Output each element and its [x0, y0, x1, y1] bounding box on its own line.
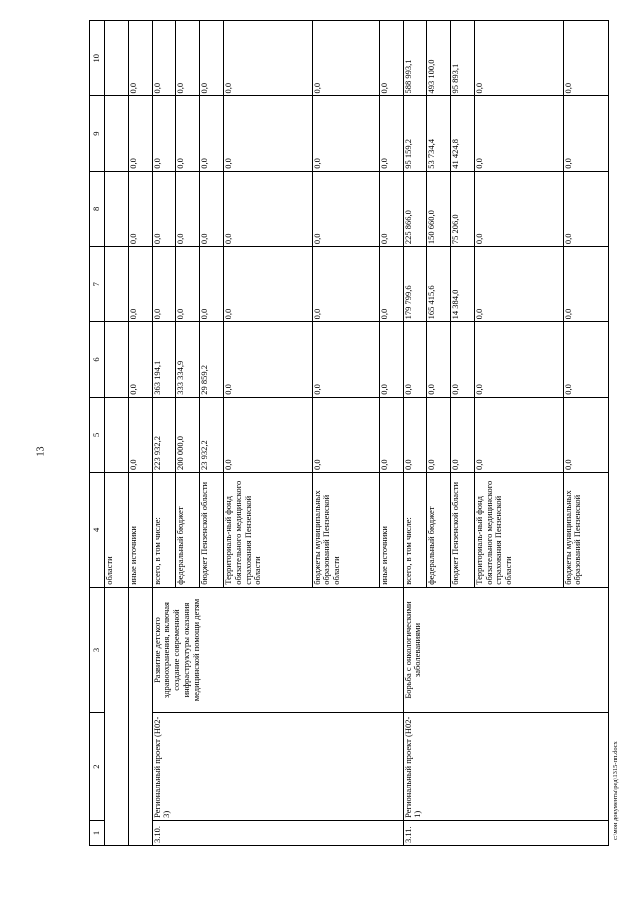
amount-cell: 0,0 [379, 247, 403, 322]
amount-cell: 0,0 [474, 21, 563, 96]
amount-cell: 0,0 [176, 247, 200, 322]
amount-cell: 0,0 [152, 96, 176, 171]
amount-cell: 0,0 [312, 397, 379, 472]
amount-cell: 0,0 [427, 397, 451, 472]
amount-cell: 0,0 [152, 21, 176, 96]
table-cell [128, 587, 152, 845]
column-header-9: 9 [90, 96, 105, 171]
amount-cell: 23 932,2 [200, 397, 224, 472]
amount-cell: 0,0 [200, 171, 224, 246]
amount-cell: 150 660,0 [427, 171, 451, 246]
amount-cell: 0,0 [176, 96, 200, 171]
amount-cell: 0,0 [403, 322, 427, 397]
amount-cell: 0,0 [451, 397, 475, 472]
amount-cell: 333 334,9 [176, 322, 200, 397]
amount-cell: 0,0 [427, 322, 451, 397]
table-body [90, 21, 609, 846]
table-header-row [90, 21, 105, 846]
amount-cell: 0,0 [474, 322, 563, 397]
amount-cell: 0,0 [379, 21, 403, 96]
amount-cell: 0,0 [563, 21, 608, 96]
amount-cell: 0,0 [128, 21, 152, 96]
amount-cell: 41 424,8 [451, 96, 475, 171]
table-row [403, 21, 427, 846]
amount-cell: 0,0 [128, 322, 152, 397]
amount-cell: 53 734,4 [427, 96, 451, 171]
column-header-8: 8 [90, 171, 105, 246]
amount-cell: 0,0 [403, 397, 427, 472]
amount-cell: 14 384,0 [451, 247, 475, 322]
funding-source-cell: иные источники [379, 473, 403, 588]
project-cell: Региональный проект (Н02-1) [403, 713, 609, 821]
amount-cell: 0,0 [474, 247, 563, 322]
amount-cell: 0,0 [379, 322, 403, 397]
amount-cell: 223 932,2 [152, 397, 176, 472]
amount-cell: 0,0 [379, 397, 403, 472]
amount-cell: 0,0 [312, 171, 379, 246]
funding-source-cell: бюджеты муниципальных образований Пензенской области [312, 473, 379, 588]
amount-cell: 225 866,0 [403, 171, 427, 246]
funding-source-cell: всего, в том числе: [403, 473, 427, 588]
amount-cell: 0,0 [312, 96, 379, 171]
amount-cell: 95 159,2 [403, 96, 427, 171]
amount-cell: 0,0 [224, 171, 313, 246]
amount-cell: 588 993,1 [403, 21, 427, 96]
funding-source-cell: области [105, 473, 129, 588]
amount-cell: 0,0 [474, 96, 563, 171]
amount-cell: 0,0 [224, 96, 313, 171]
amount-cell: 200 000,0 [176, 397, 200, 472]
funding-source-cell: бюджет Пензенской области [451, 473, 475, 588]
amount-cell: 0,0 [200, 96, 224, 171]
amount-cell: 0,0 [563, 171, 608, 246]
event-cell: Развитие детского здравоохранения, включая создание современной инфраструктуры оказания медицинской помощи детям [152, 587, 403, 713]
event-cell: Борьба с онкологическими заболеваниями [403, 587, 609, 713]
amount-cell: 0,0 [200, 247, 224, 322]
amount-cell: 179 799,6 [403, 247, 427, 322]
amount-cell: 0,0 [224, 397, 313, 472]
amount-cell: 0,0 [176, 21, 200, 96]
column-header-3: 3 [90, 587, 105, 713]
funding-source-cell: бюджет Пензенской области [200, 473, 224, 588]
funding-source-cell: бюджеты муниципальных образований Пензенской [563, 473, 608, 588]
amount-cell: 0,0 [474, 397, 563, 472]
amount-cell: 0,0 [128, 171, 152, 246]
amount-cell: 0,0 [563, 322, 608, 397]
amount-cell: 75 206,0 [451, 171, 475, 246]
amount-cell: 0,0 [224, 21, 313, 96]
funding-source-cell: Территориаль-ный фонд обязательного медицинского страхования Пензенской области [474, 473, 563, 588]
column-header-4: 4 [90, 473, 105, 588]
funding-source-cell: Территориаль-ный фонд обязательного медицинского страхования Пензенской области [224, 473, 313, 588]
column-header-7: 7 [90, 247, 105, 322]
amount-cell: 0,0 [379, 96, 403, 171]
amount-cell: 0,0 [128, 247, 152, 322]
page-number: 13 [35, 446, 47, 457]
amount-cell: 0,0 [563, 96, 608, 171]
amount-cell: 0,0 [312, 247, 379, 322]
amount-cell: 0,0 [200, 21, 224, 96]
amount-cell: 0,0 [312, 322, 379, 397]
project-cell: Региональный проект (Н02-3) [152, 713, 403, 821]
amount-cell: 0,0 [152, 247, 176, 322]
amount-cell: 0,0 [312, 21, 379, 96]
amount-cell: 363 194,1 [152, 322, 176, 397]
amount-cell: 0,0 [128, 96, 152, 171]
item-number-cell: 3.11. [403, 820, 609, 845]
column-header-2: 2 [90, 713, 105, 821]
amount-cell: 0,0 [563, 397, 608, 472]
column-header-1: 1 [90, 820, 105, 845]
amount-cell: 0,0 [224, 247, 313, 322]
funding-source-cell: федеральный бюджет [176, 473, 200, 588]
amount-cell: 0,0 [152, 171, 176, 246]
funding-source-cell: иные источники [128, 473, 152, 588]
item-number-cell: 3.10. [152, 820, 403, 845]
amount-cell: 0,0 [563, 247, 608, 322]
column-header-5: 5 [90, 397, 105, 472]
amount-cell: 29 859,2 [200, 322, 224, 397]
funding-source-cell: всего, в том числе: [152, 473, 176, 588]
footer-file-path: c:\мои документы\ред\1315-пп.docx [612, 741, 619, 840]
amount-cell: 0,0 [224, 322, 313, 397]
funding-source-cell: федеральный бюджет [427, 473, 451, 588]
amount-cell: 0,0 [474, 171, 563, 246]
amount-cell [105, 96, 129, 171]
amount-cell: 0,0 [176, 171, 200, 246]
column-header-10: 10 [90, 21, 105, 96]
amount-cell: 0,0 [128, 397, 152, 472]
amount-cell [105, 21, 129, 96]
table-row [152, 21, 176, 846]
amount-cell: 0,0 [451, 322, 475, 397]
amount-cell [105, 322, 129, 397]
amount-cell: 165 415,6 [427, 247, 451, 322]
table-row [128, 21, 152, 846]
table-wrapper [89, 20, 609, 846]
amount-cell: 493 100,0 [427, 21, 451, 96]
amount-cell [105, 247, 129, 322]
financing-table [89, 20, 609, 846]
amount-cell [105, 171, 129, 246]
table-row [105, 21, 129, 846]
table-cell [105, 587, 129, 845]
amount-cell: 95 893,1 [451, 21, 475, 96]
column-header-6: 6 [90, 322, 105, 397]
amount-cell: 0,0 [379, 171, 403, 246]
amount-cell [105, 397, 129, 472]
